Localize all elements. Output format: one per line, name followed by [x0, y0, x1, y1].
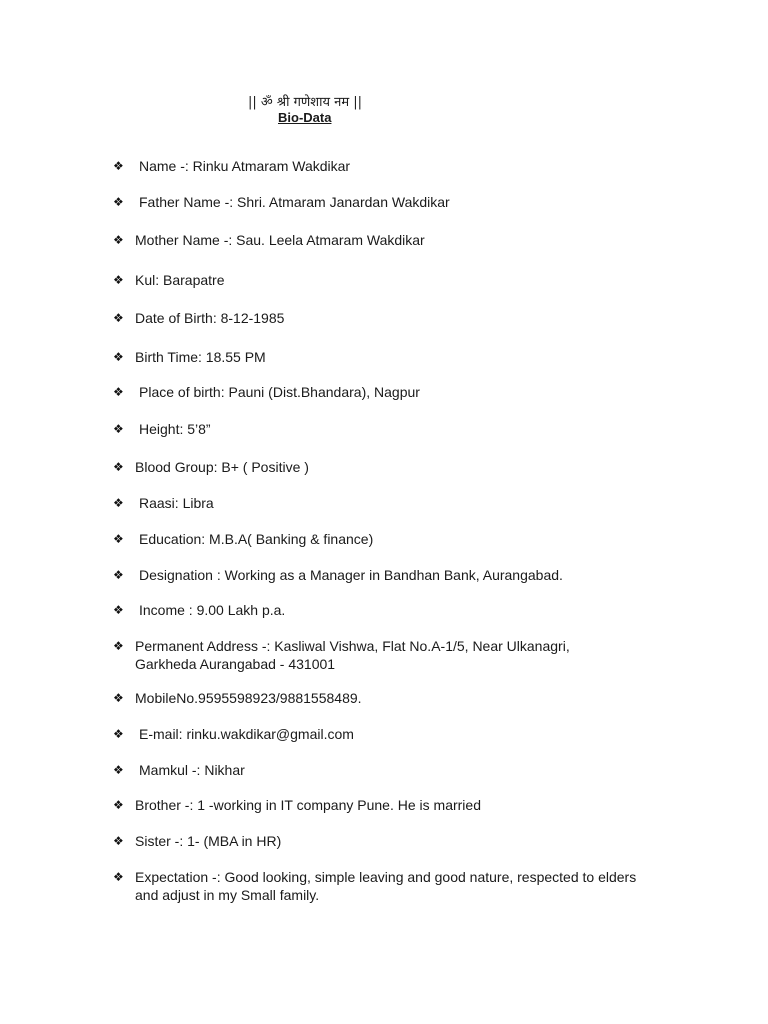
item-text: Father Name -: Shri. Atmaram Janardan Wakdikar	[139, 194, 450, 210]
diamond-bullet-icon: ❖	[113, 639, 124, 653]
item-text: Designation : Working as a Manager in Bandhan Bank, Aurangabad.	[139, 567, 563, 583]
item-text: Name -: Rinku Atmaram Wakdikar	[139, 158, 351, 174]
item-text: Expectation -: Good looking, simple leaving and good nature, respected to elders and adjust in my Small family.	[135, 869, 637, 903]
list-item-education	[113, 530, 673, 548]
list-item-height	[113, 420, 673, 438]
invocation-line: || ॐ श्री गणेशाय नम ||	[248, 95, 363, 110]
diamond-bullet-icon: ❖	[113, 159, 124, 173]
diamond-bullet-icon: ❖	[113, 603, 124, 617]
list-item-date-of-birth	[113, 309, 673, 327]
item-text: Permanent Address -: Kasliwal Vishwa, Flat No.A-1/5, Near Ulkanagri, Garkheda Aurangabad - 431001	[135, 638, 570, 672]
item-text: Brother -: 1 -working in IT company Pune. He is married	[135, 797, 481, 813]
diamond-bullet-icon: ❖	[113, 311, 124, 325]
diamond-bullet-icon: ❖	[113, 798, 124, 812]
list-item-expectation	[113, 868, 658, 904]
diamond-bullet-icon: ❖	[113, 568, 124, 582]
diamond-bullet-icon: ❖	[113, 727, 124, 741]
list-item-father-name	[113, 193, 673, 211]
list-item-sister	[113, 832, 673, 850]
item-text: Height: 5’8”	[139, 421, 211, 437]
item-text: Place of birth: Pauni (Dist.Bhandara), Nagpur	[139, 384, 420, 400]
list-item-mamkul	[113, 761, 673, 779]
item-text: Mamkul -: Nikhar	[139, 762, 245, 778]
diamond-bullet-icon: ❖	[113, 385, 124, 399]
list-item-email	[113, 725, 673, 743]
list-item-birth-time	[113, 348, 673, 366]
diamond-bullet-icon: ❖	[113, 422, 124, 436]
diamond-bullet-icon: ❖	[113, 195, 124, 209]
diamond-bullet-icon: ❖	[113, 273, 124, 287]
diamond-bullet-icon: ❖	[113, 870, 124, 884]
item-text: Blood Group: B+ ( Positive )	[135, 459, 309, 475]
list-item-designation	[113, 566, 673, 584]
item-text: Kul: Barapatre	[135, 272, 225, 288]
item-text: Raasi: Libra	[139, 495, 214, 511]
diamond-bullet-icon: ❖	[113, 496, 124, 510]
list-item-brother	[113, 796, 673, 814]
list-item-name	[113, 157, 673, 175]
diamond-bullet-icon: ❖	[113, 350, 124, 364]
list-item-mobile	[113, 689, 673, 707]
item-text: Mother Name -: Sau. Leela Atmaram Wakdikar	[135, 232, 425, 248]
diamond-bullet-icon: ❖	[113, 834, 124, 848]
diamond-bullet-icon: ❖	[113, 532, 124, 546]
list-item-place-of-birth	[113, 383, 673, 401]
diamond-bullet-icon: ❖	[113, 691, 124, 705]
list-item-income	[113, 601, 673, 619]
item-text: MobileNo.9595598923/9881558489.	[135, 690, 362, 706]
diamond-bullet-icon: ❖	[113, 763, 124, 777]
item-text: Date of Birth: 8-12-1985	[135, 310, 285, 326]
list-item-mother-name	[113, 231, 673, 249]
item-text: Income : 9.00 Lakh p.a.	[139, 602, 286, 618]
item-text: E-mail: rinku.wakdikar@gmail.com	[139, 726, 354, 742]
item-text: Sister -: 1- (MBA in HR)	[135, 833, 282, 849]
item-text: Education: M.B.A( Banking & finance)	[139, 531, 374, 547]
document-title: Bio-Data	[278, 110, 332, 125]
list-item-raasi	[113, 494, 673, 512]
diamond-bullet-icon: ❖	[113, 460, 124, 474]
list-item-permanent-address	[113, 637, 633, 673]
item-text: Birth Time: 18.55 PM	[135, 349, 266, 365]
list-item-blood-group	[113, 458, 673, 476]
diamond-bullet-icon: ❖	[113, 233, 124, 247]
list-item-kul	[113, 271, 673, 289]
